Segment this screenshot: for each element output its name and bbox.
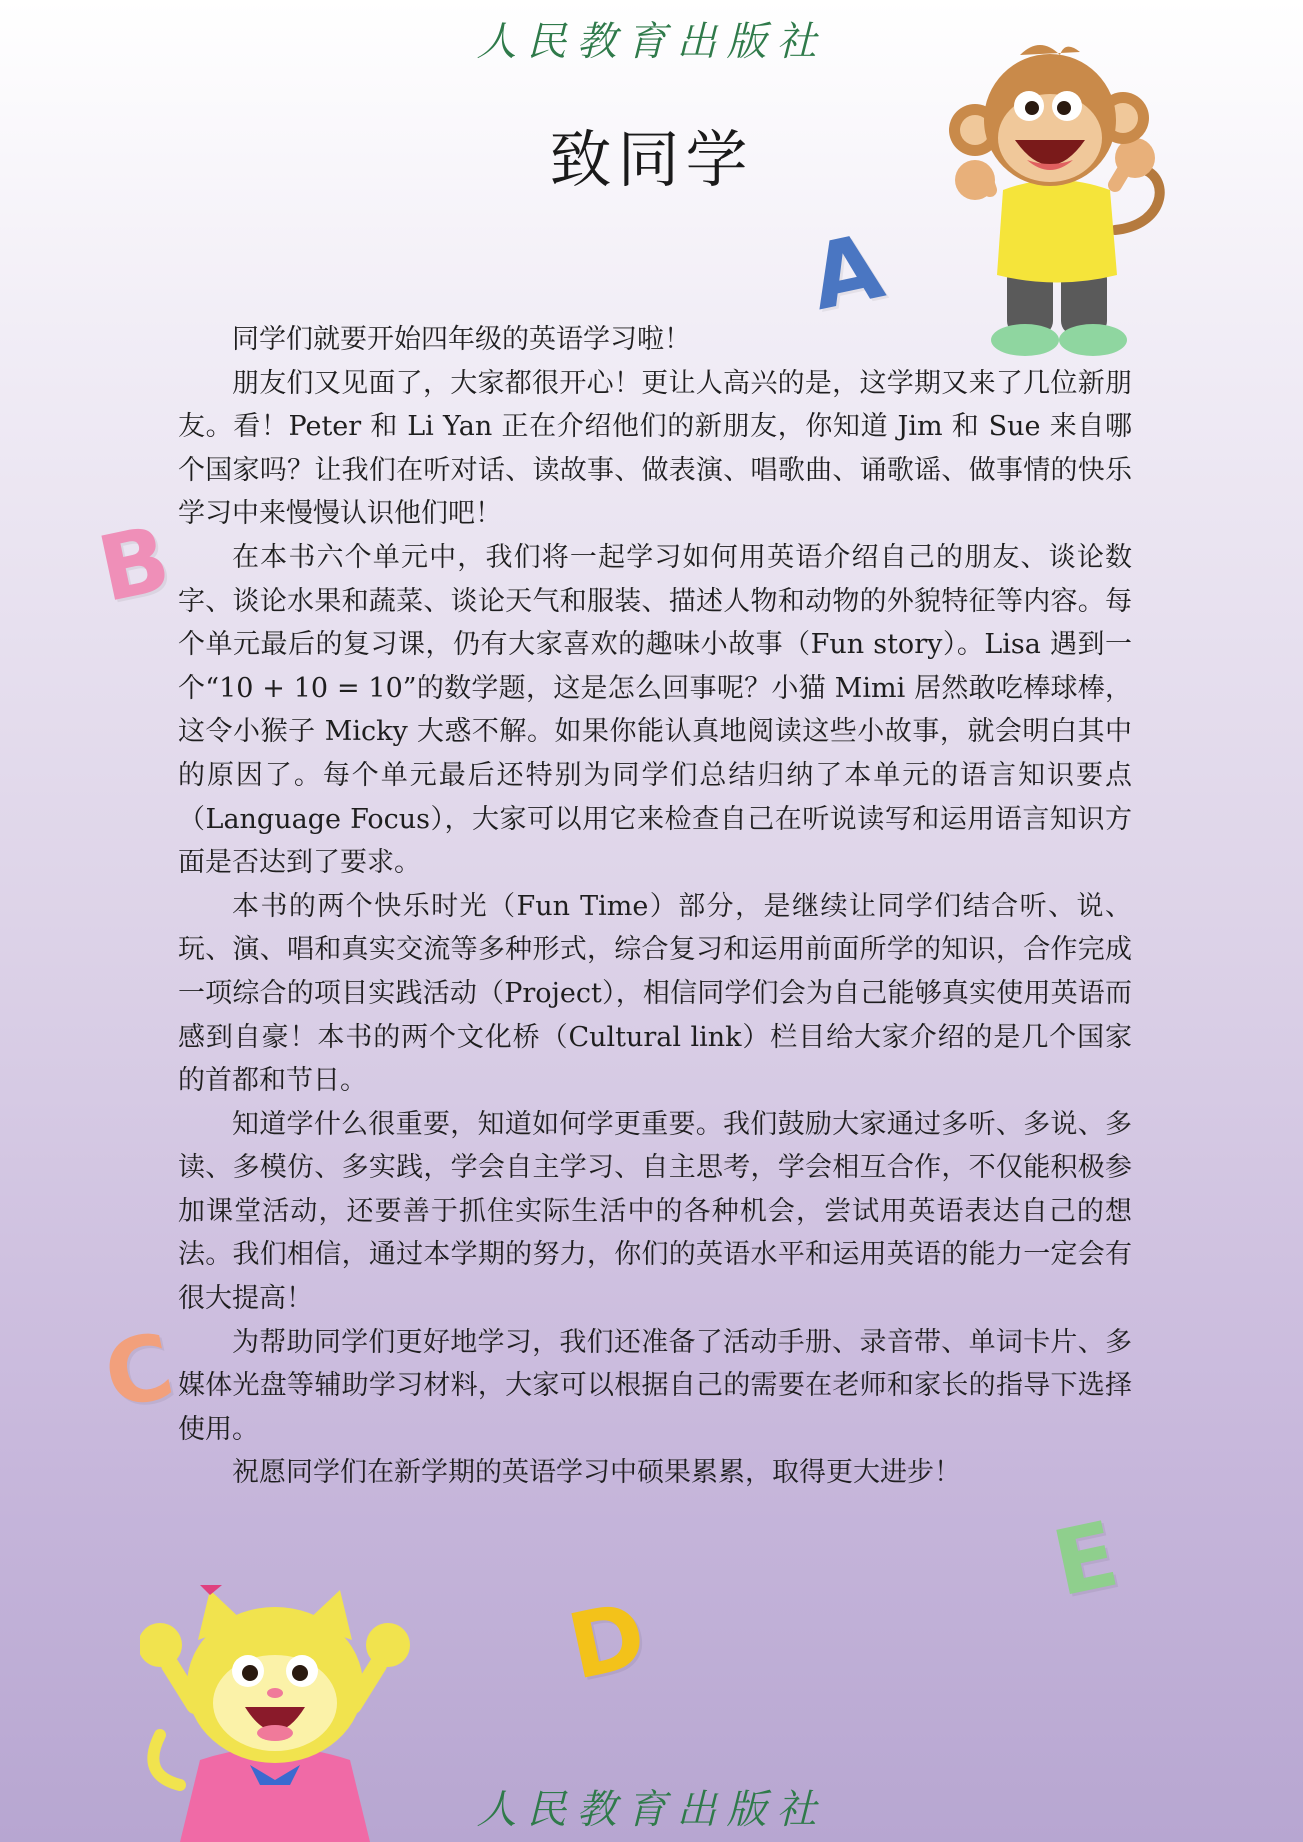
paragraph-greeting: 同学们就要开始四年级的英语学习啦！ xyxy=(232,324,691,355)
page-title: 致同学 xyxy=(549,123,754,196)
paragraph-learning-methods: 知道学什么很重要，知道如何学更重要。我们鼓励大家通过多听、多说、多读、多模仿、多实践，学会自主学习、自主思考，学会相互合作，不仅能积极参加课堂活动，还要善于抓住实际生活中的各种机会，尝试用英语表达自己的想法。我们相信，通过本学期的努力，你们的英语水平和运用英语的能力一定会有很大提高！ xyxy=(178,1108,1132,1315)
decor-letter-c: C xyxy=(95,1313,183,1430)
publisher-logo-top: 人民教育出版社 xyxy=(476,19,827,65)
paragraph-units: 在本书六个单元中，我们将一起学习如何用英语介绍自己的朋友、谈论数字、谈论水果和蔬菜、谈论天气和服装、描述人物和动物的外貌特征等内容。每个单元最后的复习课，仍有大家喜欢的趣味小故事（Fun story）。Lisa 遇到一个“10 + 10 = 10”的数学题，这是怎么回事呢？小猫 Mimi 居然敢吃棒球棒，这令小猴子 Micky 大惑不解。如果你能认真地阅读这些小故事，就会明白其中的原因了。每个单元最后还特别为同学们总结归纳了本单元的语言知识要点（Language Focus），大家可以用它来检查自己在听说读写和运用语言知识方面是否达到了要求。 xyxy=(178,541,1132,879)
paragraph-materials: 为帮助同学们更好地学习，我们还准备了活动手册、录音带、单词卡片、多媒体光盘等辅助学习材料，大家可以根据自己的需要在老师和家长的指导下选择使用。 xyxy=(178,1326,1132,1445)
publisher-logo-bottom: 人民教育出版社 xyxy=(476,1787,827,1833)
paragraph-fun-time: 本书的两个快乐时光（Fun Time）部分，是继续让同学们结合听、说、玩、演、唱和真实交流等多种形式，综合复习和运用前面所学的知识，合作完成一项综合的项目实践活动（Project），相信同学们会为自己能够真实使用英语而感到自豪！本书的两个文化桥（Cultural link）栏目给大家介绍的是几个国家的首都和节日。 xyxy=(178,890,1132,1097)
monkey-mascot xyxy=(945,40,1175,360)
decor-letter-a: A xyxy=(801,213,892,332)
paragraph-new-friends: 朋友们又见面了，大家都很开心！更让人高兴的是，这学期又来了几位新朋友。看！Peter 和 Li Yan 正在介绍他们的新朋友，你知道 Jim 和 Sue 来自哪个国家吗？让我们在听对话、读故事、做表演、唱歌曲、诵歌谣、做事情的快乐学习中来慢慢认识他们吧！ xyxy=(178,367,1132,530)
cat-mascot xyxy=(140,1585,410,1842)
decor-letter-b: B xyxy=(89,506,179,623)
decor-letter-e: E xyxy=(1044,1501,1127,1618)
letter-body xyxy=(178,318,1132,1495)
paragraph-wishes: 祝愿同学们在新学期的英语学习中硕果累累，取得更大进步！ xyxy=(232,1457,961,1489)
decor-letter-d: D xyxy=(559,1582,655,1701)
